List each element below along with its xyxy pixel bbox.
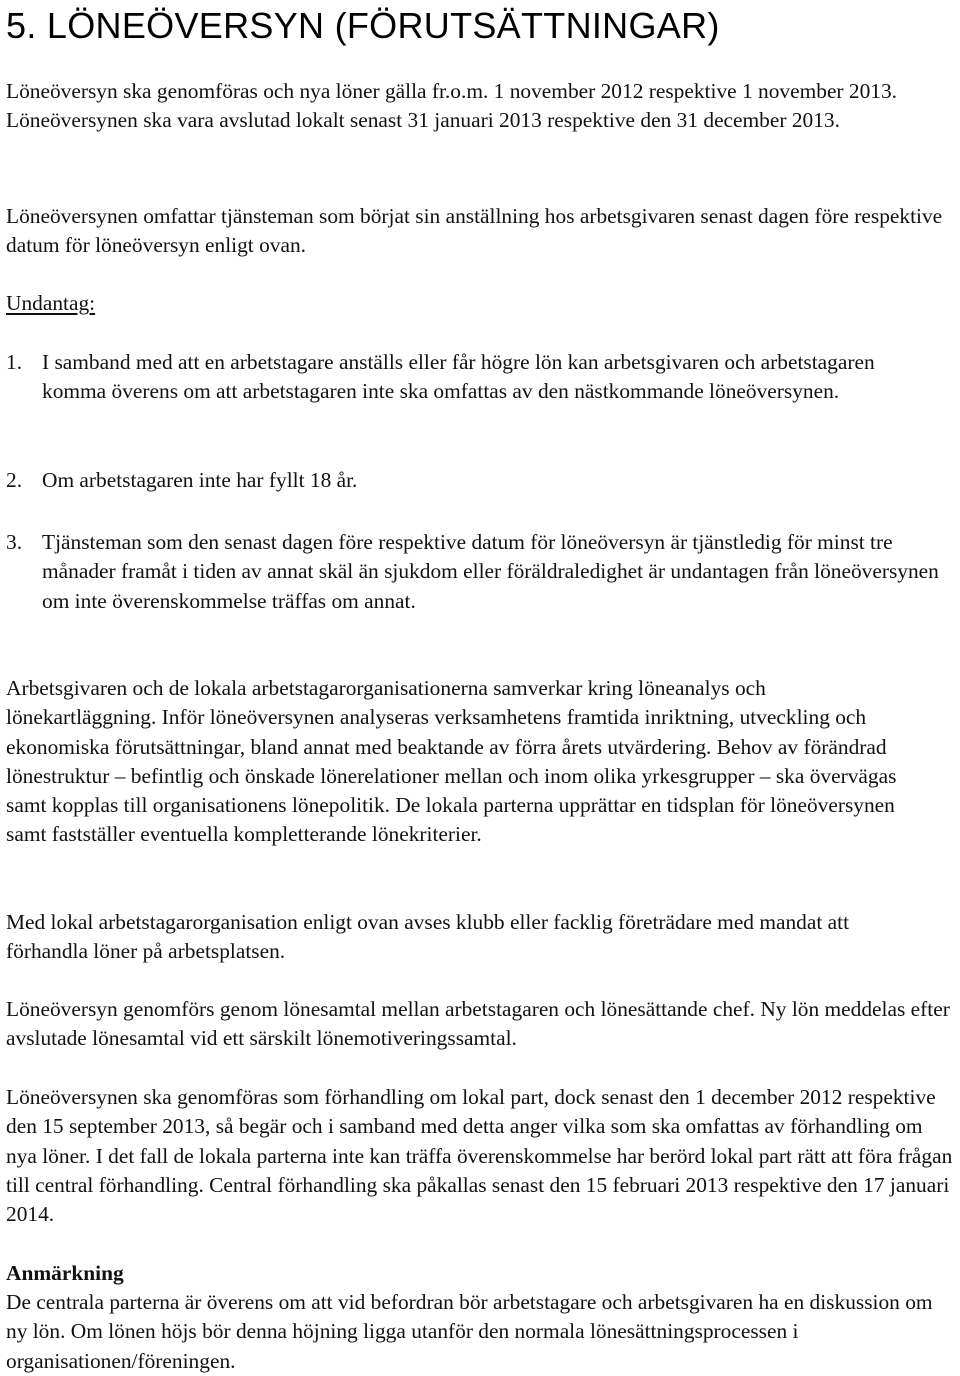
note-label: Anmärkning (6, 1261, 124, 1285)
note-text: De centrala parterna är överens om att vid befordran bör arbetstagare och arbetsgivaren ha en diskussion om ny lön. Om lönen höjs bör denna höjning ligga utanför den normala lönesättningsprocessen i organisationen/föreningen. (6, 1290, 933, 1373)
exceptions-label: Undantag: (6, 291, 96, 315)
exception-number: 3. (6, 530, 23, 554)
exception-text: Tjänsteman som den senast dagen före respektive datum för löneöversyn är tjänstledig för minst tre månader framåt i tiden av annat skäl än sjukdom eller föräldraledighet är undantagen från löneöversynen om inte överenskommelse träffas om annat. (42, 530, 939, 613)
exception-text: Om arbetstagaren inte har fyllt 18 år. (42, 468, 358, 492)
exception-item-3 (6, 528, 958, 616)
paragraph-salary-talks: Löneöversyn genomförs genom lönesamtal mellan arbetstagaren och lönesättande chef. Ny lön meddelas efter avslutade lönesamtal vid ett särskilt lönemotiveringssamtal. (6, 997, 950, 1051)
section-heading: 5. LÖNEÖVERSYN (FÖRUTSÄTTNINGAR) (6, 5, 720, 46)
paragraph-cooperation: Arbetsgivaren och de lokala arbetstagarorganisationerna samverkar kring löneanalys och lönekartläggning. Inför löneöversynen analyseras verksamhetens framtida inriktning, utveckling och ekonomiska förutsättningar, bland annat med beaktande av förra årets utvärdering. Behov av förändrad lönestruktur – befintlig och önskade lönerelationer mellan och inom olika yrkesgrupper – ska övervägas samt kopplas till organisationens lönepolitik. De lokala parterna upprättar en tidsplan för löneöversynen samt fastställer eventuella kompletterande lönekriterier. (6, 676, 897, 847)
exception-item-2 (6, 466, 958, 495)
exception-number: 1. (6, 350, 23, 374)
exception-item-1 (6, 348, 958, 407)
exception-number: 2. (6, 468, 23, 492)
paragraph-local-organisation: Med lokal arbetstagarorganisation enligt ovan avses klubb eller facklig företrädare med mandat att förhandla löner på arbetsplatsen. (6, 910, 850, 964)
paragraph-scope: Löneöversynen omfattar tjänsteman som börjat sin anställning hos arbetsgivaren senast dagen före respektive datum för löneöversyn enligt ovan. (6, 204, 943, 258)
exception-text: I samband med att en arbetstagare anställs eller får högre lön kan arbetsgivaren och arbetstagaren komma överens om att arbetstagaren inte ska omfattas av den nästkommande löneöversynen. (42, 350, 875, 404)
paragraph-review-dates: Löneöversyn ska genomföras och nya löner gälla fr.o.m. 1 november 2012 respektive 1 november 2013. Löneöversynen ska vara avslutad lokalt senast 31 januari 2013 respektive den 31 december 2013. (6, 79, 898, 133)
paragraph-negotiation: Löneöversynen ska genomföras som förhandling om lokal part, dock senast den 1 december 2012 respektive den 15 september 2013, så begär och i samband med detta anger vilka som ska omfattas av förhandling om nya löner. I det fall de lokala parterna inte kan träffa överenskommelse har berörd lokal part rätt att föra frågan till central förhandling. Central förhandling ska påkallas senast den 15 februari 2013 respektive den 17 januari 2014. (6, 1085, 953, 1227)
